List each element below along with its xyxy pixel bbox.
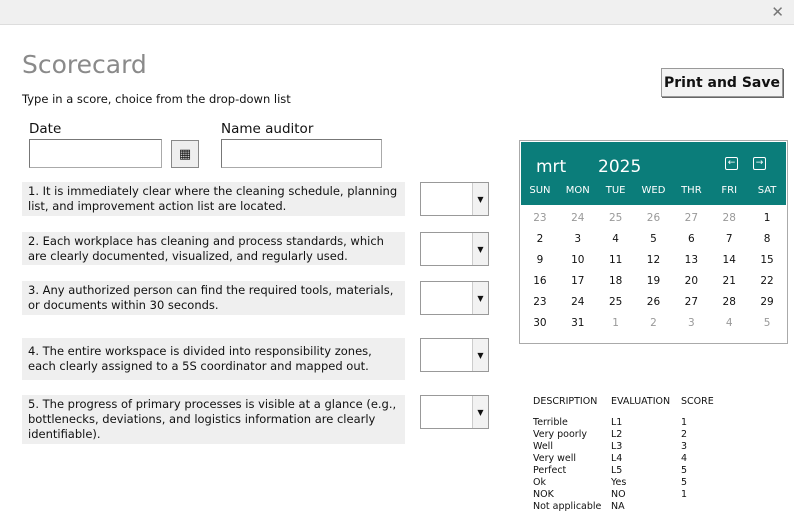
calendar-day[interactable]: 8 [763,233,771,245]
legend-cell: 2 [681,429,688,440]
weekday-fri: FRI [721,185,738,196]
chevron-down-icon: ▼ [472,396,488,428]
legend-cell: Not applicable [533,501,602,512]
calendar-month: mrt [536,157,567,177]
calendar-day[interactable]: 17 [571,275,585,287]
legend-cell: 1 [681,489,688,500]
legend-row [533,453,721,465]
legend-cell: Well [533,441,553,452]
calendar-day[interactable]: 2 [536,233,544,245]
calendar-day[interactable]: 9 [536,254,544,266]
calendar-day[interactable]: 20 [684,275,699,287]
prev-month-icon[interactable]: ← [725,157,738,170]
calendar-day[interactable]: 24 [571,296,585,308]
next-month-icon[interactable]: → [753,157,766,170]
date-label: Date [29,121,62,137]
calendar-day[interactable]: 21 [722,275,736,287]
calendar-day[interactable]: 25 [608,212,623,224]
chevron-down-icon: ▼ [472,183,488,215]
calendar-day[interactable]: 14 [722,254,736,266]
legend-cell: SCORE [681,396,714,407]
weekday-tue: TUE [605,185,626,196]
legend-header [533,396,721,408]
question-1: 1. It is immediately clear where the cleaning schedule, planning list, and improvement action list are located. [22,182,405,216]
weekday-wed: WED [641,185,666,196]
legend-cell: L2 [611,429,623,440]
legend-cell: 4 [681,453,688,464]
legend-cell: 1 [681,417,688,428]
calendar-day[interactable]: 6 [688,233,695,245]
calendar-day[interactable]: 13 [684,254,699,266]
calendar-day[interactable]: 19 [646,275,661,287]
calendar-day[interactable]: 28 [722,212,736,224]
score-dropdown-5[interactable] [420,395,489,429]
calendar-day[interactable]: 16 [533,275,547,287]
calendar-day[interactable]: 3 [574,233,582,245]
legend-cell [681,501,721,513]
close-icon[interactable]: ✕ [771,3,784,21]
calendar-day[interactable]: 5 [763,317,771,329]
question-3: 3. Any authorized person can find the required tools, materials, or documents within 30 seconds. [22,281,405,315]
auditor-label: Name auditor [221,121,314,137]
calendar-day[interactable]: 7 [725,233,733,245]
weekday-sun: SUN [529,185,551,196]
calendar-day[interactable]: 4 [612,233,619,245]
weekday-thr: THR [681,185,702,196]
score-dropdown-1[interactable] [420,182,489,216]
calendar-day[interactable]: 1 [612,317,619,329]
legend-cell: Perfect [533,465,567,476]
legend-cell: EVALUATION [611,396,671,407]
legend-row [533,417,721,429]
calendar-button[interactable] [171,140,199,168]
legend-row [533,489,721,501]
title-bar [0,0,794,25]
legend-row [533,477,721,489]
page-title: Scorecard [22,50,147,79]
question-5: 5. The progress of primary processes is visible at a glance (e.g., bottlenecks, deviations, and logistics information are clearly identifiable). [22,395,405,444]
calendar-day[interactable]: 10 [571,254,585,266]
legend-row [533,429,721,441]
chevron-down-icon: ▼ [472,282,488,314]
calendar-day[interactable]: 31 [571,317,585,329]
calendar-day[interactable]: 11 [608,254,623,266]
legend-cell: L1 [611,417,623,428]
calendar-day[interactable]: 26 [646,296,661,308]
question-2: 2. Each workplace has cleaning and process standards, which are clearly documented, visualized, and regularly used. [22,232,405,265]
auditor-input[interactable] [221,139,382,168]
legend-cell: Terrible [533,417,568,428]
legend-cell: NO [611,489,626,500]
calendar-day[interactable]: 4 [725,317,733,329]
legend-row [533,465,721,477]
legend-cell: L3 [611,441,623,452]
legend-cell: Very poorly [533,429,587,440]
calendar-day[interactable]: 23 [533,296,547,308]
calendar-day[interactable]: 2 [650,317,657,329]
legend-cell: 5 [681,465,688,476]
calendar-icon: ▦ [178,146,192,162]
legend-cell: L5 [611,465,623,476]
legend-row [533,501,721,513]
calendar-day[interactable]: 15 [760,254,774,266]
score-dropdown-4[interactable] [420,338,489,372]
legend-cell: Ok [533,477,546,488]
weekday-headers [521,185,786,196]
score-dropdown-3[interactable] [420,281,489,315]
legend-cell: Very well [533,453,577,464]
legend-row [533,441,721,453]
calendar-year: 2025 [598,157,642,177]
legend-cell: Yes [611,477,627,488]
legend-cell: NOK [533,489,554,500]
calendar-day[interactable]: 1 [763,212,771,224]
legend-cell: DESCRIPTION [533,396,598,407]
calendar-day[interactable]: 22 [760,275,774,287]
calendar-day[interactable]: 26 [646,212,661,224]
calendar-day[interactable]: 5 [650,233,657,245]
score-legend [533,396,721,513]
chevron-down-icon: ▼ [472,339,488,371]
print-and-save-button[interactable]: Print and Save [661,68,783,97]
score-dropdown-2[interactable] [420,232,489,266]
question-4: 4. The entire workspace is divided into responsibility zones, each clearly assigned to a 5S coordinator and mapped out. [22,338,405,380]
calendar-day[interactable]: 25 [608,296,623,308]
legend-cell: 5 [681,477,688,488]
instructions: Type in a score, choice from the drop-down list [22,92,291,106]
chevron-down-icon: ▼ [472,233,488,265]
calendar-days [521,212,786,338]
calendar-day[interactable]: 29 [760,296,774,308]
calendar-day[interactable]: 12 [646,254,661,266]
calendar-day[interactable]: 23 [533,212,547,224]
calendar-day[interactable]: 30 [533,317,547,329]
weekday-mon: MON [565,185,590,196]
date-picker [519,140,788,344]
calendar-day[interactable]: 18 [608,275,623,287]
calendar-day[interactable]: 28 [722,296,736,308]
date-input[interactable] [29,139,162,168]
legend-cell: NA [611,501,625,512]
calendar-day[interactable]: 24 [571,212,585,224]
legend-cell: 3 [681,441,688,452]
weekday-sat: SAT [757,185,777,196]
calendar-day[interactable]: 3 [688,317,695,329]
calendar-header [521,142,786,205]
legend-cell: L4 [611,453,623,464]
calendar-day[interactable]: 27 [684,212,699,224]
calendar-day[interactable]: 27 [684,296,699,308]
